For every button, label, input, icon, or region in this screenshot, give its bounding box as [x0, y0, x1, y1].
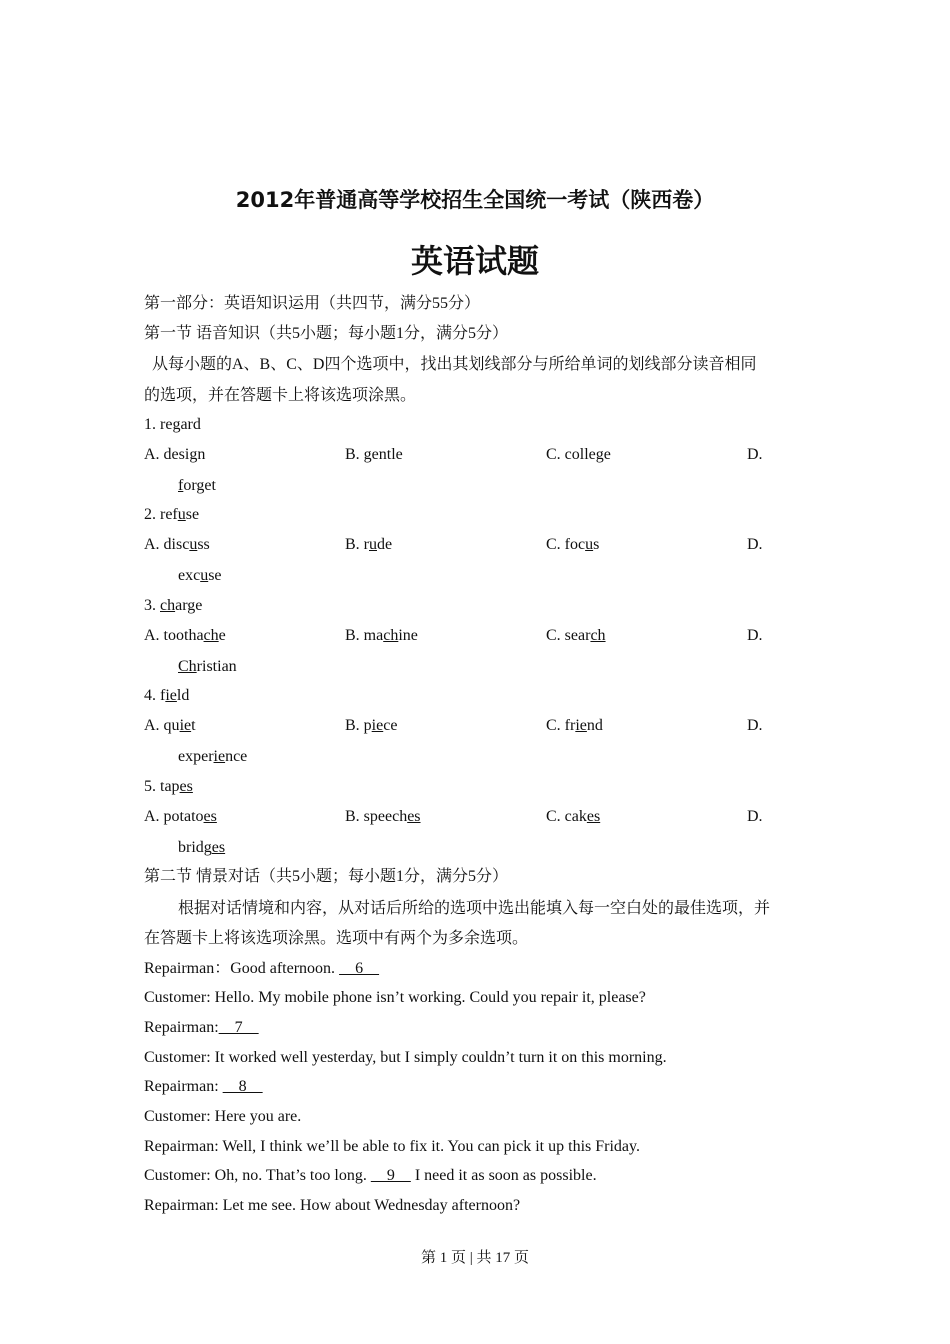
- underlined-letters: ie: [179, 717, 192, 734]
- underlined-letters: ch: [383, 627, 399, 644]
- underlined-letters: u: [189, 536, 198, 553]
- exam-subtitle: 英语试题: [410, 242, 539, 280]
- option-a: [144, 445, 205, 465]
- text-segment: ristian: [196, 658, 237, 675]
- option-d: [178, 657, 237, 677]
- text-segment: ine: [398, 627, 418, 644]
- text-segment: Repairman: Let me see. How about Wednesday afternoon?: [144, 1197, 521, 1214]
- option-d-label: D.: [747, 627, 763, 644]
- underlined-letters: ie: [575, 717, 587, 734]
- option-d: [178, 747, 247, 767]
- text-segment: B.: [345, 446, 364, 463]
- text-segment: ld: [176, 687, 190, 704]
- underlined-letters: ie: [213, 748, 226, 765]
- underlined-letters: ch: [590, 627, 606, 644]
- option-b: [345, 807, 421, 827]
- option-d: [178, 838, 225, 858]
- dialogue-line: [144, 1137, 640, 1157]
- text-segment: B. r: [345, 536, 369, 553]
- text-segment: t: [191, 717, 196, 734]
- text-segment: Customer: It worked well yesterday, but I simply couldn’t turn it on this morning.: [144, 1049, 667, 1066]
- underlined-letters: u: [585, 536, 594, 553]
- option-a: [144, 626, 226, 646]
- answer-blank: 9: [370, 1167, 411, 1184]
- underlined-letters: g: [172, 416, 181, 433]
- text-segment: 3.: [144, 597, 160, 614]
- text-segment: bridg: [178, 839, 212, 856]
- section2-instruction-line2: 在答题卡上将该选项涂黑。选项中有两个为多余选项。: [144, 930, 529, 947]
- text-segment: de: [377, 536, 393, 553]
- underlined-letters: ch: [160, 597, 176, 614]
- text-segment: Customer: Oh, no. That’s too long.: [144, 1167, 371, 1184]
- text-segment: ard: [180, 416, 201, 433]
- page-number-footer: 第 1 页 | 共 17 页: [420, 1250, 529, 1266]
- text-segment: exc: [178, 567, 201, 584]
- text-segment: Repairman: Well, I think we’ll be able to fix it. You can pick it up this Friday.: [144, 1138, 640, 1155]
- option-d-label: D.: [747, 808, 763, 825]
- exam-title: 2012年普通高等学校招生全国统一考试（陕西卷）: [235, 188, 715, 212]
- underlined-letters: ie: [165, 687, 177, 704]
- option-a: [144, 807, 217, 827]
- underlined-letters: u: [369, 536, 377, 553]
- option-c: [546, 626, 606, 646]
- section2-instruction-line1: 根据对话情境和内容，从对话后所给的选项中选出能填入每一空白处的最佳选项，并: [178, 900, 771, 917]
- text-segment: Repairman:: [144, 1078, 223, 1095]
- underlined-letters: g: [189, 446, 198, 463]
- option-c: [546, 716, 603, 736]
- question-stem: [144, 596, 202, 616]
- text-segment: orget: [183, 477, 216, 494]
- text-segment: exper: [178, 748, 214, 765]
- section1-heading: 第一节 语音知识（共5小题；每小题1分，满分5分）: [144, 325, 509, 342]
- text-segment: 4. f: [144, 687, 166, 704]
- underlined-letters: ie: [371, 717, 384, 734]
- text-segment: se: [185, 506, 200, 523]
- text-segment: Customer: Hello. My mobile phone isn’t working. Could you repair it, please?: [144, 989, 646, 1006]
- option-b: [345, 716, 397, 736]
- text-segment: A. tootha: [144, 627, 204, 644]
- underlined-letters: es: [203, 808, 217, 825]
- text-segment: nce: [225, 748, 248, 765]
- option-b: [345, 535, 392, 555]
- text-segment: I need it as soon as possible.: [410, 1167, 597, 1184]
- underlined-letters: ch: [203, 627, 219, 644]
- underlined-letters: es: [586, 808, 601, 825]
- text-segment: Repairman：Good afternoon.: [144, 960, 340, 977]
- text-segment: Customer: Here you are.: [144, 1108, 302, 1125]
- dialogue-line: [144, 1018, 259, 1038]
- dialogue-line: [144, 1048, 667, 1068]
- dialogue-line: [144, 1077, 263, 1097]
- underlined-letters: Ch: [178, 658, 197, 675]
- dialogue-line: [144, 988, 646, 1008]
- text-segment: ss: [197, 536, 210, 553]
- text-segment: ce: [383, 717, 398, 734]
- option-d: [178, 566, 222, 586]
- answer-blank: 6: [339, 960, 380, 977]
- underlined-letters: g: [595, 446, 604, 463]
- text-segment: e: [603, 446, 611, 463]
- text-segment: C. colle: [546, 446, 596, 463]
- question-stem: [144, 686, 189, 706]
- dialogue-line: [144, 1107, 301, 1127]
- option-b: [345, 626, 418, 646]
- section1-instruction-line1: 从每小题的A、B、C、D四个选项中，找出其划线部分与所给单词的划线部分读音相同: [152, 356, 757, 373]
- text-segment: se: [208, 567, 222, 584]
- dialogue-line: [144, 959, 379, 979]
- question-stem: [144, 415, 201, 435]
- text-segment: 5. tap: [144, 778, 180, 795]
- answer-blank: 8: [222, 1078, 263, 1095]
- text-segment: C. cak: [546, 808, 587, 825]
- text-segment: B. speech: [345, 808, 408, 825]
- option-c: [546, 445, 611, 465]
- text-segment: 2. ref: [144, 506, 178, 523]
- text-segment: s: [593, 536, 600, 553]
- text-segment: A. desi: [144, 446, 190, 463]
- option-c: [546, 535, 599, 555]
- text-segment: n: [197, 446, 206, 463]
- text-segment: arge: [175, 597, 203, 614]
- text-segment: A. qu: [144, 717, 180, 734]
- underlined-letters: es: [211, 839, 226, 856]
- underlined-letters: g: [363, 446, 372, 463]
- option-b: [345, 445, 403, 465]
- option-d-label: D.: [747, 446, 763, 463]
- underlined-letters: es: [407, 808, 421, 825]
- text-segment: entle: [371, 446, 403, 463]
- text-segment: Repairman:: [144, 1019, 219, 1036]
- section1-instruction-line2: 的选项，并在答题卡上将该选项涂黑。: [144, 387, 417, 404]
- text-segment: e: [218, 627, 226, 644]
- question-stem: [144, 777, 193, 797]
- underlined-letters: es: [179, 778, 193, 795]
- text-segment: B. ma: [345, 627, 384, 644]
- option-a: [144, 535, 210, 555]
- text-segment: nd: [586, 717, 603, 734]
- underlined-letters: u: [177, 506, 186, 523]
- dialogue-line: [144, 1196, 520, 1216]
- option-d-label: D.: [747, 717, 763, 734]
- option-a: [144, 716, 196, 736]
- section2-heading: 第二节 情景对话（共5小题；每小题1分，满分5分）: [144, 868, 509, 885]
- dialogue-line: [144, 1166, 597, 1186]
- text-segment: B. p: [345, 717, 372, 734]
- underlined-letters: f: [178, 477, 184, 494]
- option-d: [178, 476, 216, 496]
- text-segment: A. potato: [144, 808, 204, 825]
- text-segment: 1. re: [144, 416, 173, 433]
- option-c: [546, 807, 600, 827]
- answer-blank: 7: [218, 1019, 259, 1036]
- text-segment: C. fr: [546, 717, 576, 734]
- text-segment: A. disc: [144, 536, 190, 553]
- question-stem: [144, 505, 199, 525]
- option-d-label: D.: [747, 536, 763, 553]
- part1-heading: 第一部分：英语知识运用（共四节，满分55分）: [144, 295, 481, 312]
- underlined-letters: u: [200, 567, 209, 584]
- text-segment: C. foc: [546, 536, 586, 553]
- text-segment: C. sear: [546, 627, 591, 644]
